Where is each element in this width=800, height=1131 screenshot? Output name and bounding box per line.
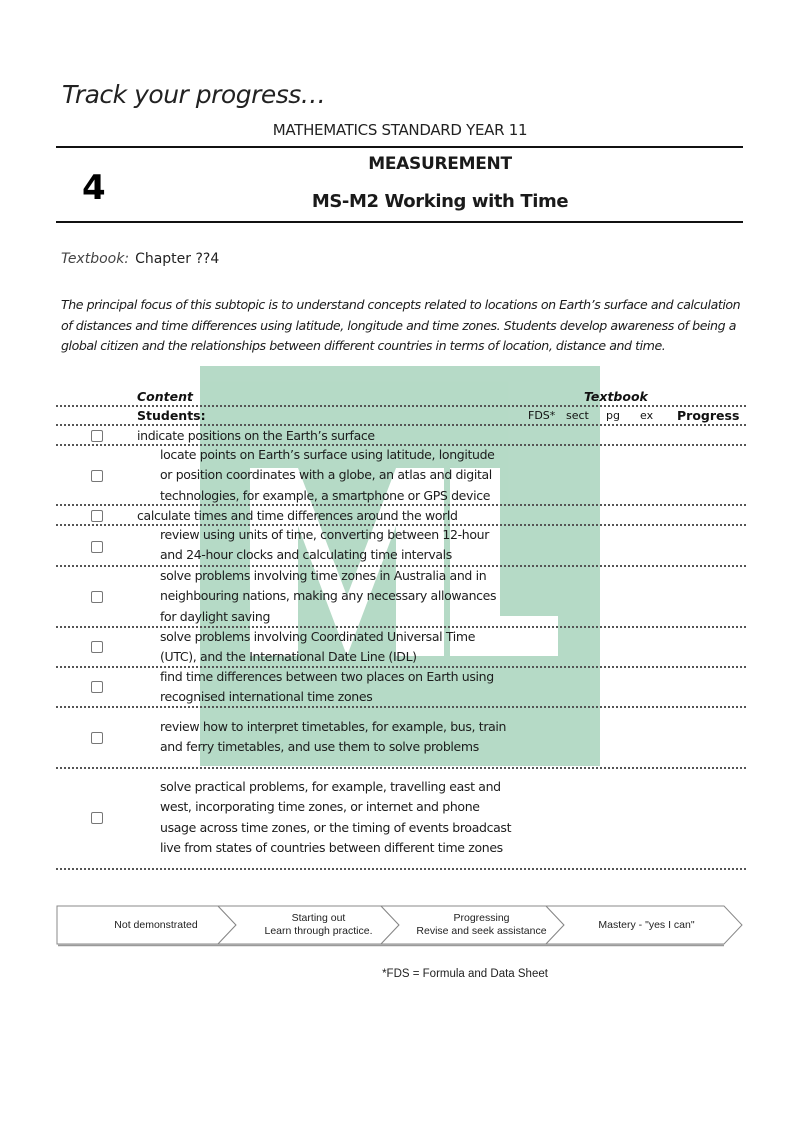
table-row: find time differences between two places on Earth using recognised international time zones — [160, 669, 494, 705]
stage-mastery — [564, 905, 729, 945]
table-row: calculate times and time differences around the world — [137, 508, 458, 523]
header-students: Students: — [137, 408, 206, 423]
stage-subtitle: Learn through practice. — [264, 925, 373, 937]
stage-title: Mastery - "yes I can" — [598, 918, 695, 931]
table-row: solve practical problems, for example, travelling east and west, incorporating time zones, or internet and phone usage across time zones, or the timing of events broadcast live from states of countries between different time zones — [160, 779, 512, 855]
textbook-label: Textbook: — [61, 251, 130, 267]
header-top-rule — [56, 146, 743, 148]
content-table — [56, 386, 746, 876]
table-row: review how to interpret timetables, for example, bus, train and ferry timetables, and use them to solve problems — [160, 719, 507, 755]
textbook-chapter: Chapter ??4 — [135, 251, 220, 267]
row-checkbox[interactable] — [91, 470, 103, 482]
strand-title: MEASUREMENT — [368, 154, 512, 174]
fds-footnote: *FDS = Formula and Data Sheet — [382, 968, 548, 980]
row-checkbox[interactable] — [91, 732, 103, 744]
row-checkbox[interactable] — [91, 430, 103, 442]
divider — [56, 868, 746, 870]
progress-scale — [56, 905, 744, 945]
row-checkbox[interactable] — [91, 641, 103, 653]
row-checkbox[interactable] — [91, 812, 103, 824]
row-checkbox[interactable] — [91, 510, 103, 522]
row-checkbox[interactable] — [91, 681, 103, 693]
header-content: Content — [137, 389, 193, 404]
divider — [56, 767, 746, 769]
stage-progressing — [399, 905, 564, 945]
table-row: review using units of time, converting between 12-hour and 24-hour clocks and calculating time intervals — [160, 527, 490, 563]
row-checkbox[interactable] — [91, 591, 103, 603]
header-bottom-rule — [56, 221, 743, 223]
divider — [56, 405, 746, 407]
table-row: indicate positions on the Earth’s surface — [137, 428, 375, 443]
table-row: locate points on Earth’s surface using latitude, longitude or position coordinates with a globe, an atlas and digital technologies, for example, a smartphone or GPS device — [160, 447, 495, 503]
row-checkbox[interactable] — [91, 541, 103, 553]
stage-subtitle: Revise and seek assistance — [416, 925, 547, 937]
divider — [56, 706, 746, 708]
col-fds: FDS* — [528, 409, 556, 422]
stage-not-demonstrated — [76, 905, 236, 945]
table-row: solve problems involving time zones in Australia and in neighbouring nations, making any necessary allowances for daylight saving — [160, 568, 497, 624]
course-title: MATHEMATICS STANDARD YEAR 11 — [272, 121, 528, 139]
stage-title: Starting out — [291, 912, 346, 924]
topic-number: 4 — [82, 168, 106, 208]
stage-title: Progressing — [453, 912, 510, 924]
stage-starting-out — [236, 905, 401, 945]
textbook-reference — [61, 251, 219, 267]
track-progress-title: Track your progress… — [62, 80, 326, 109]
subtopic-focus-text: The principal focus of this subtopic is to understand concepts related to locations on Earth’s surface and calculation of distances and time differences using latitude, longitude and time zones. Students develop awareness of being a global citizen and the relationships between different countries in terms of location, distance and time. — [61, 297, 741, 353]
col-progress: Progress — [677, 408, 740, 423]
subtopic-title: MS-M2 Working with Time — [311, 191, 569, 212]
header-textbook: Textbook — [584, 389, 648, 404]
col-pg: pg — [606, 409, 620, 422]
col-sect: sect — [566, 409, 589, 422]
col-ex: ex — [640, 409, 654, 422]
stage-title: Not demonstrated — [114, 918, 198, 931]
table-row: solve problems involving Coordinated Universal Time (UTC), and the International Date Line (IDL) — [160, 629, 476, 665]
